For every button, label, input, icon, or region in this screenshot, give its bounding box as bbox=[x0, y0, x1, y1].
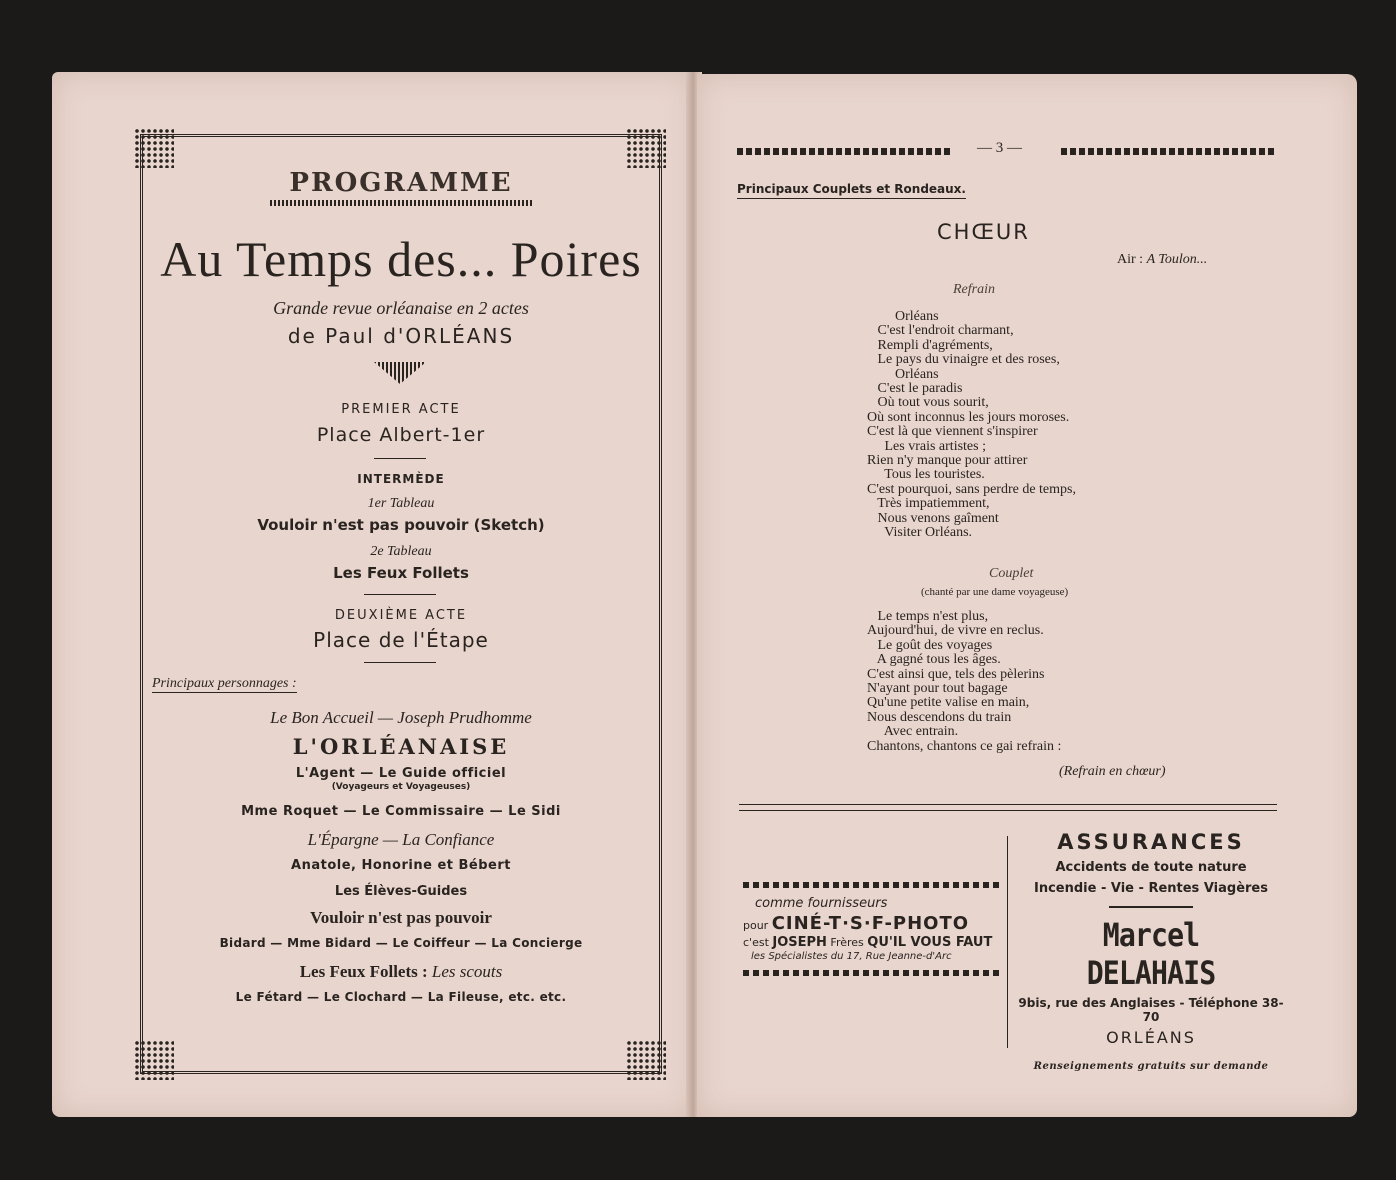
frame-corner-ornament bbox=[626, 1040, 666, 1080]
ad-photo-text: QU'IL VOUS FAUT bbox=[867, 935, 993, 950]
frame-corner-ornament bbox=[134, 1040, 174, 1080]
photo-advertisement bbox=[743, 882, 999, 976]
song-title: CHŒUR bbox=[937, 220, 1030, 244]
ad-photo-line: comme fournisseurs bbox=[755, 896, 888, 911]
character-line: Le Bon Accueil — Joseph Prudhomme bbox=[270, 708, 532, 727]
ad-photo-line: les Spécialistes du 17, Rue Jeanne-d'Arc bbox=[751, 951, 952, 962]
header-rule bbox=[737, 148, 951, 155]
ad-photo-text: CINÉ-T·S·F-PHOTO bbox=[771, 913, 970, 934]
ad-separator bbox=[1007, 836, 1008, 1048]
character-line: Vouloir n'est pas pouvoir bbox=[310, 908, 492, 927]
ad-insurance-name: Marcel DELAHAIS bbox=[1086, 915, 1216, 992]
frame-corner-ornament bbox=[134, 128, 174, 168]
ad-insurance-footer: Renseignements gratuits sur demande bbox=[1033, 1060, 1269, 1072]
air-line bbox=[1117, 252, 1207, 268]
character-line: L'ORLÉANAISE bbox=[292, 734, 510, 759]
ad-photo-text: JOSEPH bbox=[772, 935, 827, 950]
ad-insurance-title: ASSURANCES bbox=[1057, 830, 1245, 854]
divider bbox=[364, 594, 436, 595]
page-number: — 3 — bbox=[977, 140, 1022, 156]
ad-photo-text: c'est bbox=[743, 936, 773, 949]
act2-label: DEUXIÈME ACTE bbox=[334, 608, 468, 623]
character-line: Anatole, Honorine et Bébert bbox=[291, 858, 511, 873]
header-rule bbox=[1061, 148, 1275, 155]
revue-title: Au Temps des... Poires bbox=[160, 231, 642, 287]
revue-author: de Paul d'ORLÉANS bbox=[287, 324, 515, 348]
characters-heading: Principaux personnages : bbox=[152, 676, 297, 691]
act2-place: Place de l'Étape bbox=[313, 628, 489, 652]
heading-rule bbox=[270, 200, 532, 206]
character-line: Bidard — Mme Bidard — Le Coiffeur — La Concierge bbox=[219, 936, 583, 950]
character-line: Mme Roquet — Le Commissaire — Le Sidi bbox=[241, 804, 561, 819]
ad-insurance-address: 9bis, rue des Anglaises - Téléphone 38-70 bbox=[1018, 995, 1284, 1024]
interlude-label: INTERMÈDE bbox=[357, 472, 445, 486]
frame-corner-ornament bbox=[626, 128, 666, 168]
character-line: (Voyageurs et Voyageuses) bbox=[331, 782, 471, 792]
insurance-advertisement bbox=[1015, 830, 1287, 1072]
divider bbox=[364, 662, 436, 663]
character-line: Le Fétard — Le Clochard — La Fileuse, etc. etc. bbox=[235, 990, 567, 1004]
character-line: L'Épargne — La Confiance bbox=[307, 830, 495, 849]
character-line: Les Élèves-Guides bbox=[334, 884, 468, 899]
wave-ornament bbox=[743, 970, 999, 976]
character-line bbox=[144, 962, 658, 982]
tableau2-label: 2e Tableau bbox=[370, 544, 432, 559]
divider bbox=[1109, 906, 1193, 908]
act1-label: PREMIER ACTE bbox=[341, 402, 461, 417]
wave-ornament bbox=[743, 882, 999, 888]
air-prefix: Air : bbox=[1117, 252, 1147, 267]
ad-photo-line bbox=[743, 935, 999, 950]
character-line-part: Les Feux Follets : bbox=[299, 962, 432, 981]
character-line: L'Agent — Le Guide officiel bbox=[295, 766, 507, 781]
character-line-part: Les scouts bbox=[431, 962, 503, 981]
refrain-label: Refrain bbox=[953, 282, 995, 297]
couplet-label: Couplet bbox=[989, 566, 1034, 581]
refrain-repeat: (Refrain en chœur) bbox=[1059, 764, 1166, 779]
ad-insurance-line: Accidents de toute nature bbox=[1055, 860, 1247, 875]
program-heading: PROGRAMME bbox=[289, 168, 513, 198]
ad-photo-text: pour bbox=[743, 919, 772, 932]
left-page bbox=[52, 72, 694, 1117]
act1-place: Place Albert-1er bbox=[316, 424, 486, 446]
air-name: A Toulon... bbox=[1146, 252, 1208, 267]
couplet-note: (chanté par une dame voyageuse) bbox=[921, 586, 1069, 598]
double-rule bbox=[739, 804, 1277, 811]
right-page bbox=[697, 74, 1357, 1117]
tableau2-title: Les Feux Follets bbox=[333, 564, 469, 582]
divider bbox=[374, 458, 426, 459]
section-heading: Principaux Couplets et Rondeaux. bbox=[737, 182, 966, 199]
couplet-text: Le temps n'est plus, Aujourd'hui, de vivre en reclus. Le goût des voyages A gagné tous les âges. C'est ainsi que, tels des pèlerins N'ayant pour tout bagage Qu'une petite valise en main, Nous descendons du train Avec entrain. Chantons, chantons ce gai refrain : bbox=[867, 609, 1062, 754]
refrain-text: Orléans C'est l'endroit charmant, Rempli d'agréments, Le pays du vinaigre et des roses, Orléans C'est le paradis Où tout vous sourit, Où sont inconnus les jours moroses. C'est là que viennent s'inspirer Les vrais artistes ; Rien n'y manque pour attirer Tous les touristes. C'est pourquoi, sans perdre de temps, Très impatiemment, Nous venons gaîment Visiter Orléans. bbox=[867, 309, 1076, 541]
ad-insurance-line: Incendie - Vie - Rentes Viagères bbox=[1034, 881, 1268, 896]
revue-subtitle: Grande revue orléanaise en 2 actes bbox=[273, 298, 529, 318]
ad-photo-text: Frères bbox=[826, 936, 868, 949]
tableau1-label: 1er Tableau bbox=[367, 496, 435, 511]
ad-insurance-city: ORLÉANS bbox=[1106, 1027, 1196, 1047]
tableau1-title: Vouloir n'est pas pouvoir (Sketch) bbox=[257, 516, 545, 534]
ad-photo-line bbox=[743, 913, 999, 934]
